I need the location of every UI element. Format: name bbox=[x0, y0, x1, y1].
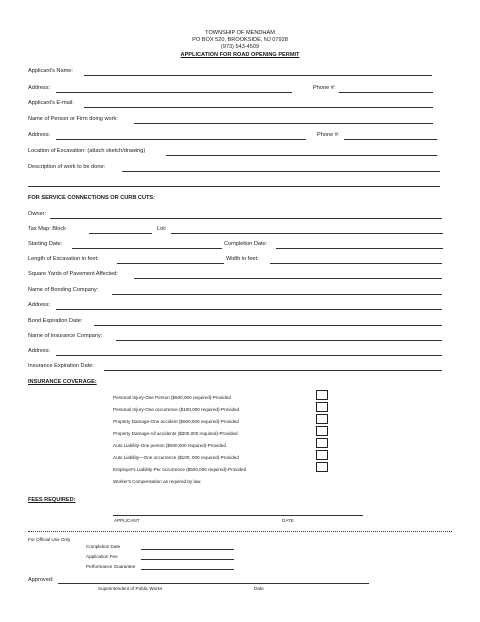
phone2-field[interactable] bbox=[344, 139, 437, 140]
insurance-item: Personal Injury-One occurrence ($100,000 required)-Provided bbox=[113, 407, 240, 412]
address-field[interactable] bbox=[56, 92, 292, 93]
insurance-checkbox[interactable] bbox=[316, 414, 328, 424]
firm-field[interactable] bbox=[134, 123, 433, 124]
length-label: Length of Excavation in feet: bbox=[28, 256, 99, 262]
address2-label: Address: bbox=[28, 132, 51, 138]
owner-label: Owner: bbox=[28, 211, 47, 217]
bond-expiration-label: Bond Expiration Date: bbox=[28, 318, 83, 324]
application-fee-field[interactable] bbox=[141, 559, 234, 560]
description-field-line2[interactable] bbox=[28, 186, 440, 187]
bonding-company-label: Name of Bonding Company: bbox=[28, 287, 99, 293]
lot-field[interactable] bbox=[171, 233, 443, 234]
phone2-label: Phone #: bbox=[317, 132, 340, 138]
performance-guarantee-label: Performance Guarantee bbox=[86, 564, 136, 569]
form-title: APPLICATION FOR ROAD OPENING PERMIT bbox=[180, 52, 300, 58]
insurance-company-field[interactable] bbox=[116, 340, 442, 341]
tax-map-label: Tax Map: Block bbox=[28, 226, 66, 232]
insurance-checkbox[interactable] bbox=[316, 438, 328, 448]
township-name: TOWNSHIP OF MENDHAM bbox=[205, 30, 275, 36]
approved-date-caption: Date bbox=[254, 586, 264, 591]
width-label: Width in feet: bbox=[226, 256, 259, 262]
application-fee-label: Application Fee bbox=[86, 554, 118, 559]
firm-label: Name of Person or Firm doing work: bbox=[28, 116, 118, 122]
performance-guarantee-field[interactable] bbox=[141, 569, 234, 570]
insurance-checkbox[interactable] bbox=[316, 402, 328, 412]
address2-field[interactable] bbox=[56, 139, 306, 140]
phone-field[interactable] bbox=[339, 92, 433, 93]
official-use-heading: For Official Use Only bbox=[28, 537, 71, 542]
township-address: PO BOX 520, BROOKSIDE, NJ 07928 bbox=[192, 37, 288, 43]
service-heading: FOR SERVICE CONNECTIONS OR CURB CUTS: bbox=[28, 195, 156, 201]
ins-address-label: Address: bbox=[28, 348, 51, 354]
insurance-company-label: Name of Insurance Company: bbox=[28, 333, 103, 339]
bond-address-label: Address: bbox=[28, 302, 51, 308]
width-field[interactable] bbox=[270, 263, 442, 264]
lot-label: Lot: bbox=[157, 226, 167, 232]
insurance-item: Property Damage-One accident ($500,000 required)-Provided bbox=[113, 419, 239, 424]
insurance-item: Worker's Compensation as required by law. bbox=[113, 479, 202, 484]
owner-field[interactable] bbox=[50, 218, 442, 219]
insurance-item: Employer's Liability-Per occurrence ($500,000 required)-Provided bbox=[113, 467, 247, 472]
starting-date-label: Starting Date: bbox=[28, 241, 63, 247]
location-field[interactable] bbox=[166, 155, 437, 156]
completion-date-official-label: Completion Date bbox=[86, 544, 121, 549]
ins-expiration-field[interactable] bbox=[104, 370, 442, 371]
bond-address-field[interactable] bbox=[56, 309, 442, 310]
block-field[interactable] bbox=[89, 233, 152, 234]
approved-signature-field[interactable] bbox=[58, 583, 369, 584]
bonding-company-field[interactable] bbox=[112, 294, 442, 295]
starting-date-field[interactable] bbox=[72, 248, 222, 249]
insurance-checkbox[interactable] bbox=[316, 426, 328, 436]
applicant-name-label: Applicant's Name: bbox=[28, 68, 73, 74]
applicant-name-field[interactable] bbox=[84, 75, 432, 76]
applicant-caption: APPLICANT bbox=[114, 518, 140, 523]
bond-expiration-field[interactable] bbox=[94, 325, 442, 326]
date-caption: DATE bbox=[282, 518, 294, 523]
insurance-heading: INSURANCE COVERAGE: bbox=[28, 379, 97, 385]
insurance-item: Property Damage-All accidents ($300,000 required)-Provided bbox=[113, 431, 238, 436]
location-label: Location of Excavation: (attach sketch/drawing) bbox=[28, 148, 146, 154]
address-label: Address: bbox=[28, 85, 51, 91]
township-phone: (973) 543-4509 bbox=[220, 44, 260, 50]
description-field[interactable] bbox=[122, 171, 440, 172]
square-yards-field[interactable] bbox=[134, 278, 442, 279]
fees-heading: FEES REQUIRED: bbox=[28, 497, 76, 503]
completion-date-field[interactable] bbox=[276, 248, 443, 249]
insurance-item: Auto Liability-One person ($500,000 required)-Provided bbox=[113, 443, 226, 448]
applicant-signature-field[interactable] bbox=[113, 515, 363, 516]
email-field[interactable] bbox=[84, 107, 433, 108]
email-label: Applicant's E-mail: bbox=[28, 100, 74, 106]
insurance-checkbox[interactable] bbox=[316, 390, 328, 400]
completion-date-label: Completion Date: bbox=[224, 241, 268, 247]
insurance-item: Personal Injury-One Person ($500,000 required)-Provided bbox=[113, 395, 231, 400]
insurance-checkbox[interactable] bbox=[316, 450, 328, 460]
approved-label: Approved: bbox=[28, 577, 54, 583]
insurance-item: Auto Liability—One occurrence ($100, 000 required)-Provided bbox=[113, 455, 239, 460]
description-label: Description of work to be done: bbox=[28, 164, 106, 170]
ins-expiration-label: Insurance Expiration Date: bbox=[28, 363, 94, 369]
insurance-checkbox[interactable] bbox=[316, 462, 328, 472]
dotted-divider bbox=[28, 531, 452, 532]
length-field[interactable] bbox=[117, 263, 224, 264]
ins-address-field[interactable] bbox=[56, 355, 442, 356]
square-yards-label: Square Yards of Pavement Affected: bbox=[28, 271, 118, 277]
phone-label: Phone #: bbox=[313, 85, 336, 91]
completion-date-official-field[interactable] bbox=[141, 549, 234, 550]
superintendent-caption: Superintendent of Public Works bbox=[98, 586, 163, 591]
